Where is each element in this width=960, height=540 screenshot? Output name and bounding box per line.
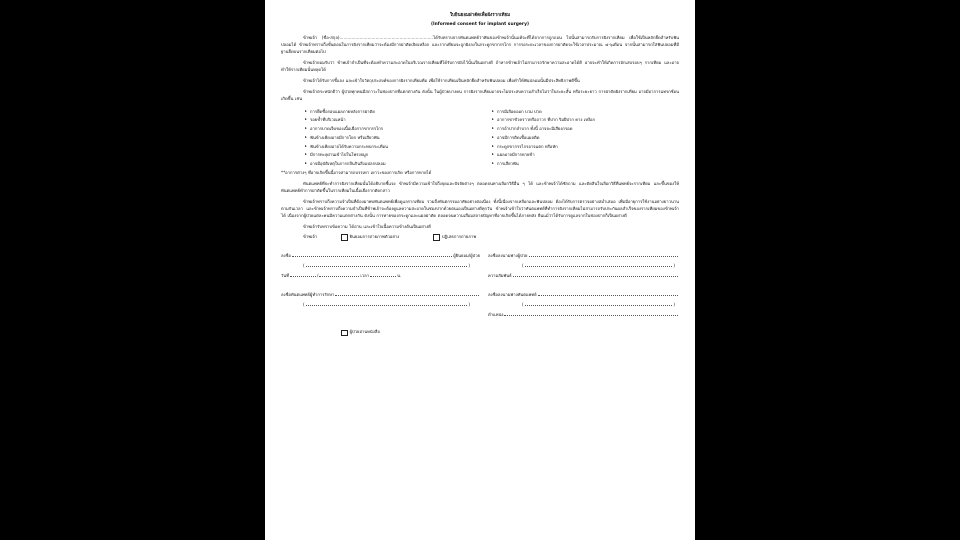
bullet-icon: ▸ <box>305 134 307 139</box>
position-underline[interactable] <box>504 311 678 316</box>
photo-consent-row <box>281 234 679 241</box>
list-item <box>305 134 480 141</box>
dentist-witness-printed-name-field[interactable] <box>488 301 679 309</box>
printed-name-underline[interactable] <box>306 301 468 306</box>
date-month-underline[interactable] <box>319 272 359 277</box>
bullet-icon: ▸ <box>492 108 494 113</box>
checkbox-icon[interactable] <box>341 330 348 337</box>
date-separator: / <box>316 272 319 278</box>
bullet-icon: ▸ <box>492 134 494 139</box>
bullet-icon: ▸ <box>492 117 494 122</box>
dentist-position-field[interactable] <box>488 311 679 319</box>
body-paragraph-5: ทันตแพทย์ที่จะทำการฝังรากเทียมนั้นได้อธิบายชี้แจง ข้าพเจ้ามีความเข้าใจถึงจุดและปัจจัยต่างๆ ตลอดจนทางเลือกวิธีอื่น ๆ ได้ และข้าพเจ้าได้ซักถาม และตัดสินใจเลือกวิธีที่แพทย์จะรากเทียม และขึ้นของให้ทันตแพทย์ทำการผ่าตัดขึ้นในรากเทียมในเนื้อเยื่อรากตัดกล่าว <box>281 181 679 194</box>
list-item <box>492 151 679 158</box>
bullet-icon: ▸ <box>305 126 307 131</box>
body-paragraph-6: ข้าพเจ้าทราบถึงความจำเป็นที่ต้องมาพบทันตแพทย์เพื่อดูแลรากเทียม รวมถึงทันตกรรมอาศัยอย่างต่อเนื่อง ทั้งนี้เนื่องจากเหลือกและฟันปลอม ต้องได้รับการตรวจอย่างสม่ำเสมอ เพื่อมีอายุการใช้งานอย่างยาวนานตามกันเวลา และข้าพเจ้าทราบถึงความจำเป็นที่ข้าพเจ้าจะต้องดูแลความสะอาดในช่องปากด้วยตนเองเป็นอย่างดีทุกวัน ข้าพเจ้าเข้าใจว่าทันตแพทย์ที่ทำการฝังรากเทียมไม่สามารถรับประกันผลสำเร็จของรากเทียมของข้าพเจ้าได้ เนื่องจากผู้ป่วยแต่ละคนมีความแตกต่างกัน ดังนั้น การทายของกระดูกและแผลผ่าตัด ตลอดจนความเสื่อมสลายปัญหาที่อาจเกิดขึ้นได้ภายหลัง ยืนแม้ว่าได้รับการดูแลจากในช่องปากก็เป็นอย่างดี <box>281 199 679 218</box>
bullet-icon: ▸ <box>492 126 494 131</box>
paren-close: ) <box>673 262 675 268</box>
witness-relation-field[interactable] <box>488 272 679 280</box>
signature-col-witness <box>480 252 679 282</box>
checkbox-icon[interactable] <box>433 234 440 241</box>
patient-date-time-field[interactable] <box>281 272 480 280</box>
witness-signature-field[interactable] <box>488 252 679 260</box>
body-paragraph-1: ข้าพเจ้า (ชื่อ-สกุล)......................................................................ได้รับทราบจากทันตแพทย์ว่าฟันของข้าพเจ้านั้นแท้จะที่ได้จากการถูกถอน ไปนั้นสามารถรับการฝังรากเทียม เพื่อใช้เป็นหลักยึดสำหรับฟันปลอมได้ ข้าพเจ้าทราบถึงขั้นตอนในการฝังรากเทียมว่าจะต้องมีการผ่าตัดเปิดเหงือก และรากเทียมจะถูกฝังลงในกระดูกขากรรไกร การรอระยะเวลาของการผ่าตัดจะใช้เวลาประมาณ ๔-๖เดือน จากนั้นสามารถใส่ฟันปลอมที่มีฐานยึดบนรากเทียมต่อไป <box>281 35 679 54</box>
list-item <box>305 143 480 150</box>
list-item-label: แผลอาจมีการหายช้า <box>497 152 535 158</box>
list-item-label: การเสียวฟัน <box>497 161 519 167</box>
list-item-label: การยึดซื้อรอบแผลภายหลังการผ่าตัด <box>310 108 375 114</box>
patient-signature-field[interactable] <box>281 252 480 260</box>
signature-col-dentist-witness <box>480 291 679 321</box>
patient-literacy-label: ผู้ป่วยอ่านหนังสือ <box>349 329 380 335</box>
bullet-icon: ▸ <box>305 117 307 122</box>
witness-printed-name-field[interactable] <box>488 262 679 270</box>
list-item-label: อาจมีอุบัติเหตุในการกลืนกินสิ่งแปลกปลอม <box>310 161 386 167</box>
signature-col-dentist <box>281 291 480 321</box>
list-item-label: รอยช้ำที่บริเวณหน้า <box>310 117 346 123</box>
time-underline[interactable] <box>370 272 396 277</box>
list-item-label: กระดูกขากรรไกรอาจแตก หรือหัก <box>497 143 558 149</box>
patient-signature-suffix: ผู้ยินยอม/ผู้ป่วย <box>453 253 480 258</box>
list-item-label: อาจมีการติดเชื้อแผลติด <box>497 134 540 140</box>
signature-col-patient <box>281 252 480 282</box>
printed-name-underline[interactable] <box>306 262 468 267</box>
photo-consent-lead-label: ข้าพเจ้า <box>303 234 318 240</box>
paren-open: ( <box>303 262 305 268</box>
consent-statement: ข้าพเจ้ารับทราบข้อความ ได้อ่าน และเข้าใจเนื้อความข้างต้นเป็นอย่างดี <box>303 224 431 230</box>
relation-underline[interactable] <box>513 272 678 277</box>
bullet-icon: ▸ <box>305 152 307 157</box>
page-subtitle: (Informed consent for implant surgery) <box>430 21 530 27</box>
complications-note: **อาการต่างๆ ที่อาจเกิดขึ้นนี้อาจสามารถบรรเทา เยาวะของการเกิด หรือการหายได้ <box>281 170 432 176</box>
list-item <box>305 125 480 132</box>
dentist-witness-signature-field[interactable] <box>488 291 679 299</box>
photo-consent-decline-label: ปฏิเสธการถ่ายภาพ <box>441 234 477 240</box>
consent-document-page <box>265 0 695 540</box>
list-item <box>492 116 679 123</box>
body-paragraph-4: ข้าพเจ้าตระหนักดีว่า ผู้ป่วยทุกคนมีสภาวะในช่องปากที่แตกต่างกัน ดังนั้น ในผู้ป่วยบางคน การฝังรากเทียมอาจจะไม่ประสบความสำเร็จไม่ว่าในระยะสั้น หรือระยะยาว การผ่าตัดฝังรากเทียม อาจมีอาการแทรกซ้อนเกิดขึ้น เช่น <box>281 89 679 101</box>
complications-list <box>281 108 679 169</box>
list-item <box>492 134 679 141</box>
paren-close: ) <box>468 262 470 268</box>
paren-open: ( <box>522 301 524 307</box>
checkbox-icon[interactable] <box>341 234 348 241</box>
witness-signature-label: ลงชื่อลงนามพ่างผู้ป่วย <box>488 253 528 258</box>
list-item <box>492 125 679 132</box>
photo-consent-accept-label: ยินยอมการถ่ายภาพตัวอย่าง <box>349 234 400 240</box>
bullet-icon: ▸ <box>305 161 307 166</box>
time-label: เวลา <box>360 272 370 278</box>
signature-underline[interactable] <box>335 291 479 296</box>
complications-column-right <box>480 108 679 169</box>
signature-underline[interactable] <box>292 252 452 257</box>
bullet-icon: ▸ <box>492 152 494 157</box>
signature-underline[interactable] <box>538 291 678 296</box>
paren-open: ( <box>303 301 305 307</box>
dentist-witness-signature-label: ลงชื่อลงนามพ่างทันตแพทย์ <box>488 291 537 297</box>
bullet-icon: ▸ <box>492 161 494 166</box>
body-paragraph-2: ข้าพเจ้ายอมรับว่า ข้าพเจ้าจำเป็นที่จะต้องทำความสะอาดในบริเวณรากเทียมที่ได้รับการฝังไว้นั้นเป็นอย่างดี ถ้าหากข้าพเจ้าไม่สามารถรักษาความสะอาดได้ดี อาจจะทำให้เกิดการอักเสบรอบๆ รากเทียม และอาจทำให้รากเทียมนั้นหลุดได้ <box>281 60 679 72</box>
dentist-signature-field[interactable] <box>281 291 480 299</box>
page-title: ใบยินยอมผ่าตัดเพื่อฝังรากเทียม <box>449 13 511 18</box>
date-day-underline[interactable] <box>290 272 316 277</box>
signature-row-dentist <box>281 291 679 321</box>
photo-consent-decline-option[interactable] <box>433 234 476 241</box>
signature-block-patient <box>281 252 679 282</box>
list-item <box>305 116 480 123</box>
bullet-icon: ▸ <box>305 108 307 113</box>
patient-printed-name-field[interactable] <box>281 262 480 270</box>
list-item-label: มีการทะลุผ่านเข้าไปในโพรงจมูก <box>310 152 369 158</box>
printed-name-underline[interactable] <box>525 301 673 306</box>
list-item-label: การมีเลือดออก บวม ปวด <box>497 108 542 114</box>
patient-literacy-option[interactable] <box>281 329 679 336</box>
dentist-printed-name-field[interactable] <box>281 301 480 309</box>
bullet-icon: ▸ <box>305 143 307 148</box>
paren-close: ) <box>673 301 675 307</box>
time-unit-label: น. <box>397 272 402 278</box>
list-item <box>305 151 480 158</box>
patient-signature-label: ลงชื่อ <box>281 253 291 258</box>
signature-block-dentist <box>281 291 679 321</box>
photo-consent-accept-option[interactable] <box>341 234 399 241</box>
paren-open: ( <box>522 262 524 268</box>
dentist-signature-label: ลงชื่อทันตแพทย์ผู้ทำการรักษา <box>281 291 335 297</box>
list-item-label: อาการบาดเจ็บของเนื้อเยื่อรากขากรรไกร <box>310 126 383 132</box>
complications-column-left <box>281 108 480 169</box>
list-item <box>305 108 480 115</box>
relation-label: ความสัมพันธ์ <box>488 272 512 278</box>
signature-underline[interactable] <box>529 252 678 257</box>
paren-close: ) <box>468 301 470 307</box>
list-item-label: ฟันข้างเคียงอาจได้รับความกระทบกระเทือน <box>310 143 388 149</box>
body-paragraph-3: ข้าพเจ้าได้รับการชี้แจง และเข้าใจวัตถุประสงค์ของการฝังรากเทียมคือ เพื่อใช้รากเทียมเป็นหลักยึดสำหรับฟันปลอม เพื่อทำให้ฟันปลอมนั้นมีประสิทธิภาพดีขึ้น <box>303 77 580 83</box>
list-item <box>305 160 480 167</box>
signature-row-name <box>281 252 679 282</box>
list-item <box>492 143 679 150</box>
list-item <box>492 108 679 115</box>
printed-name-underline[interactable] <box>525 262 673 267</box>
list-item <box>492 160 679 167</box>
list-item-label: การอ้าปากลำบาก ทั้งนี้ อาจจะมีเสียงกรอด <box>497 126 573 132</box>
bullet-icon: ▸ <box>492 143 494 148</box>
list-item-label: ฟันข้างเคียงอาจมีการโยก หรือเสียวฟัน <box>310 134 380 140</box>
date-label: วันที่ <box>281 272 289 278</box>
position-label: ตำแหน่ง <box>488 311 504 317</box>
list-item-label: อาการชาชั่วคราวหรือถาวร ที่ปาก ริมฝีปาก คาง เหงือก <box>497 117 596 123</box>
